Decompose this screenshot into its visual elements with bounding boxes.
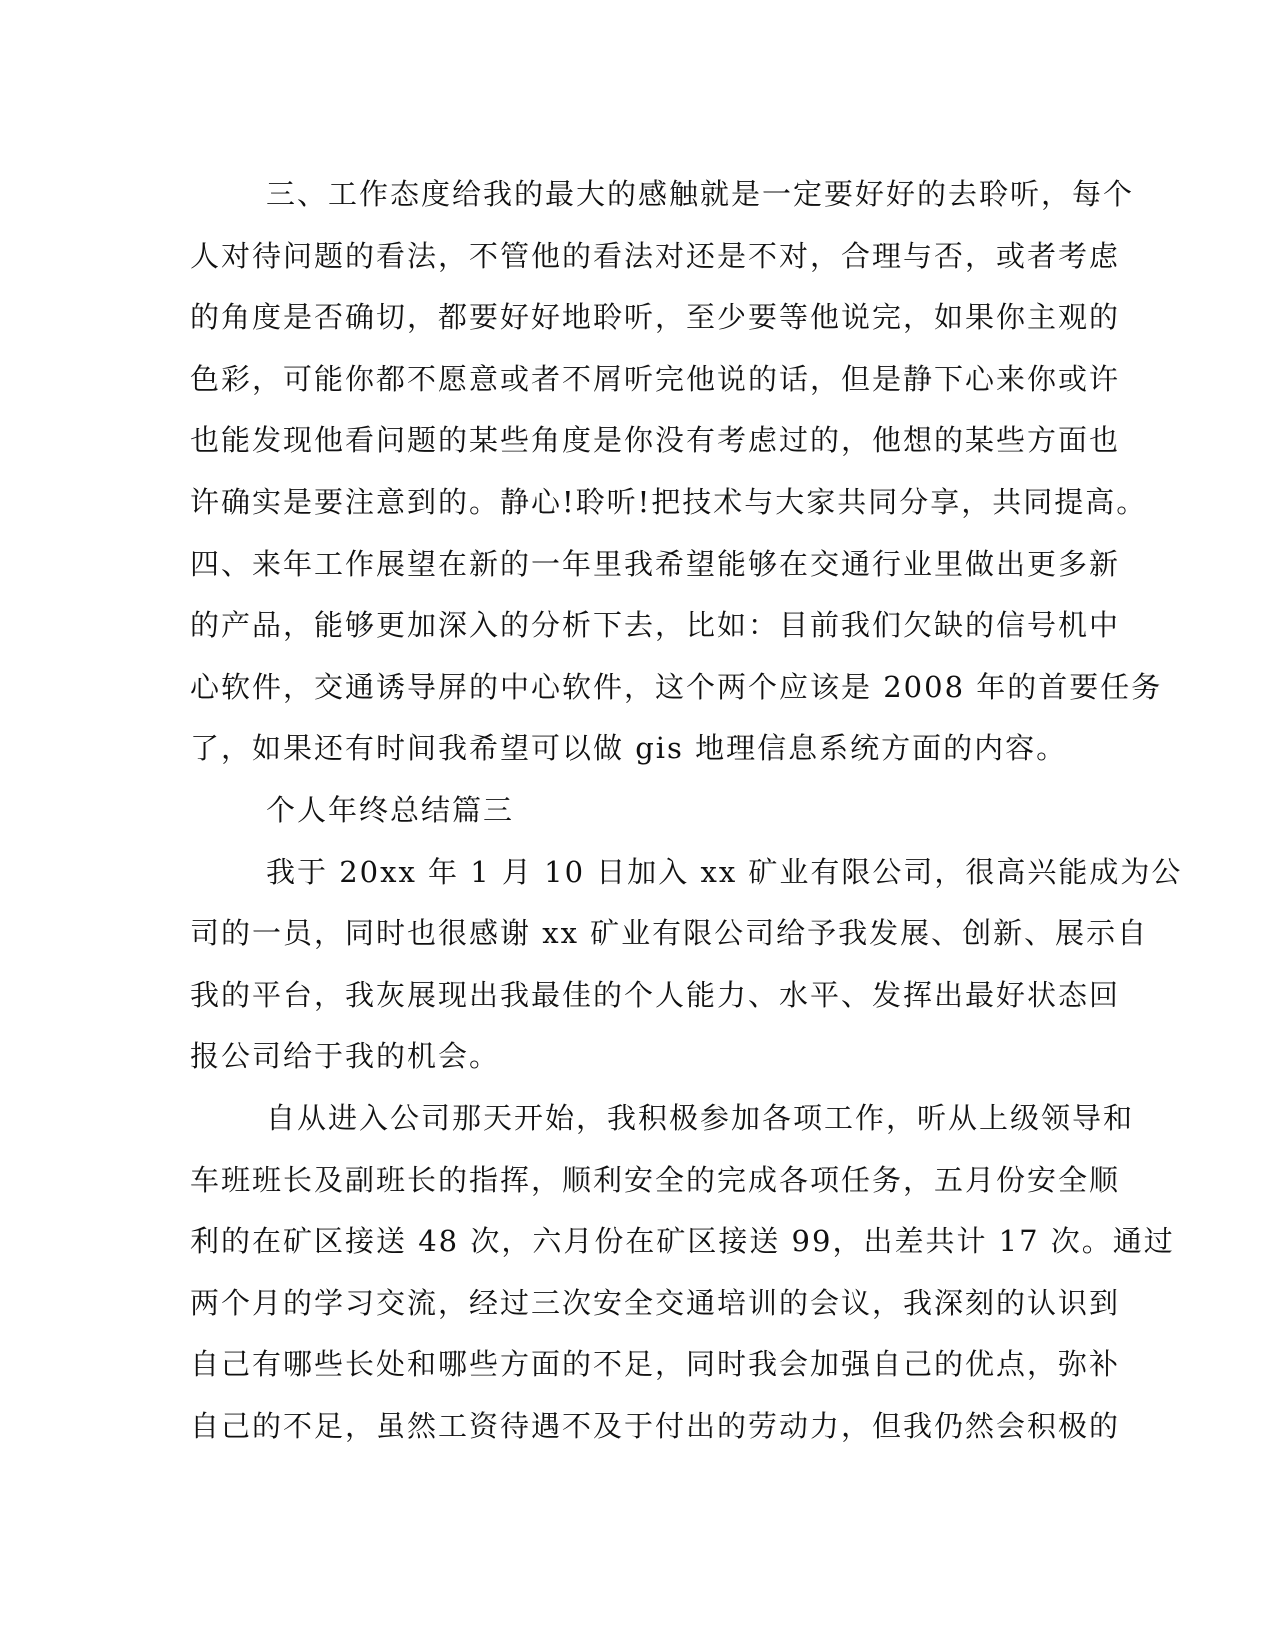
paragraph-line: 心软件，交通诱导屏的中心软件，这个两个应该是 2008 年的首要任务 [190,669,1163,704]
paragraph-line: 报公司给于我的机会。 [190,1039,501,1074]
paragraph-line: 也能发现他看问题的某些角度是你没有考虑过的，他想的某些方面也 [190,423,1121,458]
paragraph-line: 的角度是否确切，都要好好地聆听，至少要等他说完，如果你主观的 [190,300,1121,335]
paragraph-line: 了，如果还有时间我希望可以做 gis 地理信息系统方面的内容。 [190,731,1068,766]
paragraph-line: 许确实是要注意到的。静心!聆听!把技术与大家共同分享，共同提高。 [190,484,1148,519]
paragraph-line: 我的平台，我灰展现出我最佳的个人能力、水平、发挥出最好状态回 [190,977,1121,1012]
paragraph-line: 三、工作态度给我的最大的感触就是一定要好好的去聆听，每个 [266,177,1135,211]
paragraph-line: 四、来年工作展望在新的一年里我希望能够在交通行业里做出更多新 [190,546,1121,581]
paragraph-line: 人对待问题的看法，不管他的看法对还是不对，合理与否，或者考虑 [190,238,1121,273]
paragraph-line: 司的一员，同时也很感谢 xx 矿业有限公司给予我发展、创新、展示自 [190,916,1149,951]
paragraph-line: 自己有哪些长处和哪些方面的不足，同时我会加强自己的优点，弥补 [190,1347,1121,1382]
paragraph-line: 色彩，可能你都不愿意或者不屑听完他说的话，但是静下心来你或许 [190,361,1121,396]
paragraph-line: 利的在矿区接送 48 次，六月份在矿区接送 99，出差共计 17 次。通过 [190,1224,1175,1259]
paragraph-line: 两个月的学习交流，经过三次安全交通培训的会议，我深刻的认识到 [190,1285,1121,1320]
paragraph-line: 车班班长及副班长的指挥，顺利安全的完成各项任务，五月份安全顺 [190,1162,1121,1197]
paragraph-line: 自己的不足，虽然工资待遇不及于付出的劳动力，但我仍然会积极的 [190,1408,1121,1443]
section-heading: 个人年终总结篇三 [266,792,515,827]
paragraph-line: 我于 20xx 年 1 月 10 日加入 xx 矿业有限公司，很高兴能成为公 [266,854,1183,889]
document-body [190,164,1183,1457]
paragraph-line: 自从进入公司那天开始，我积极参加各项工作，听从上级领导和 [266,1100,1135,1135]
paragraph-line: 的产品，能够更加深入的分析下去，比如：目前我们欠缺的信号机中 [190,608,1121,643]
